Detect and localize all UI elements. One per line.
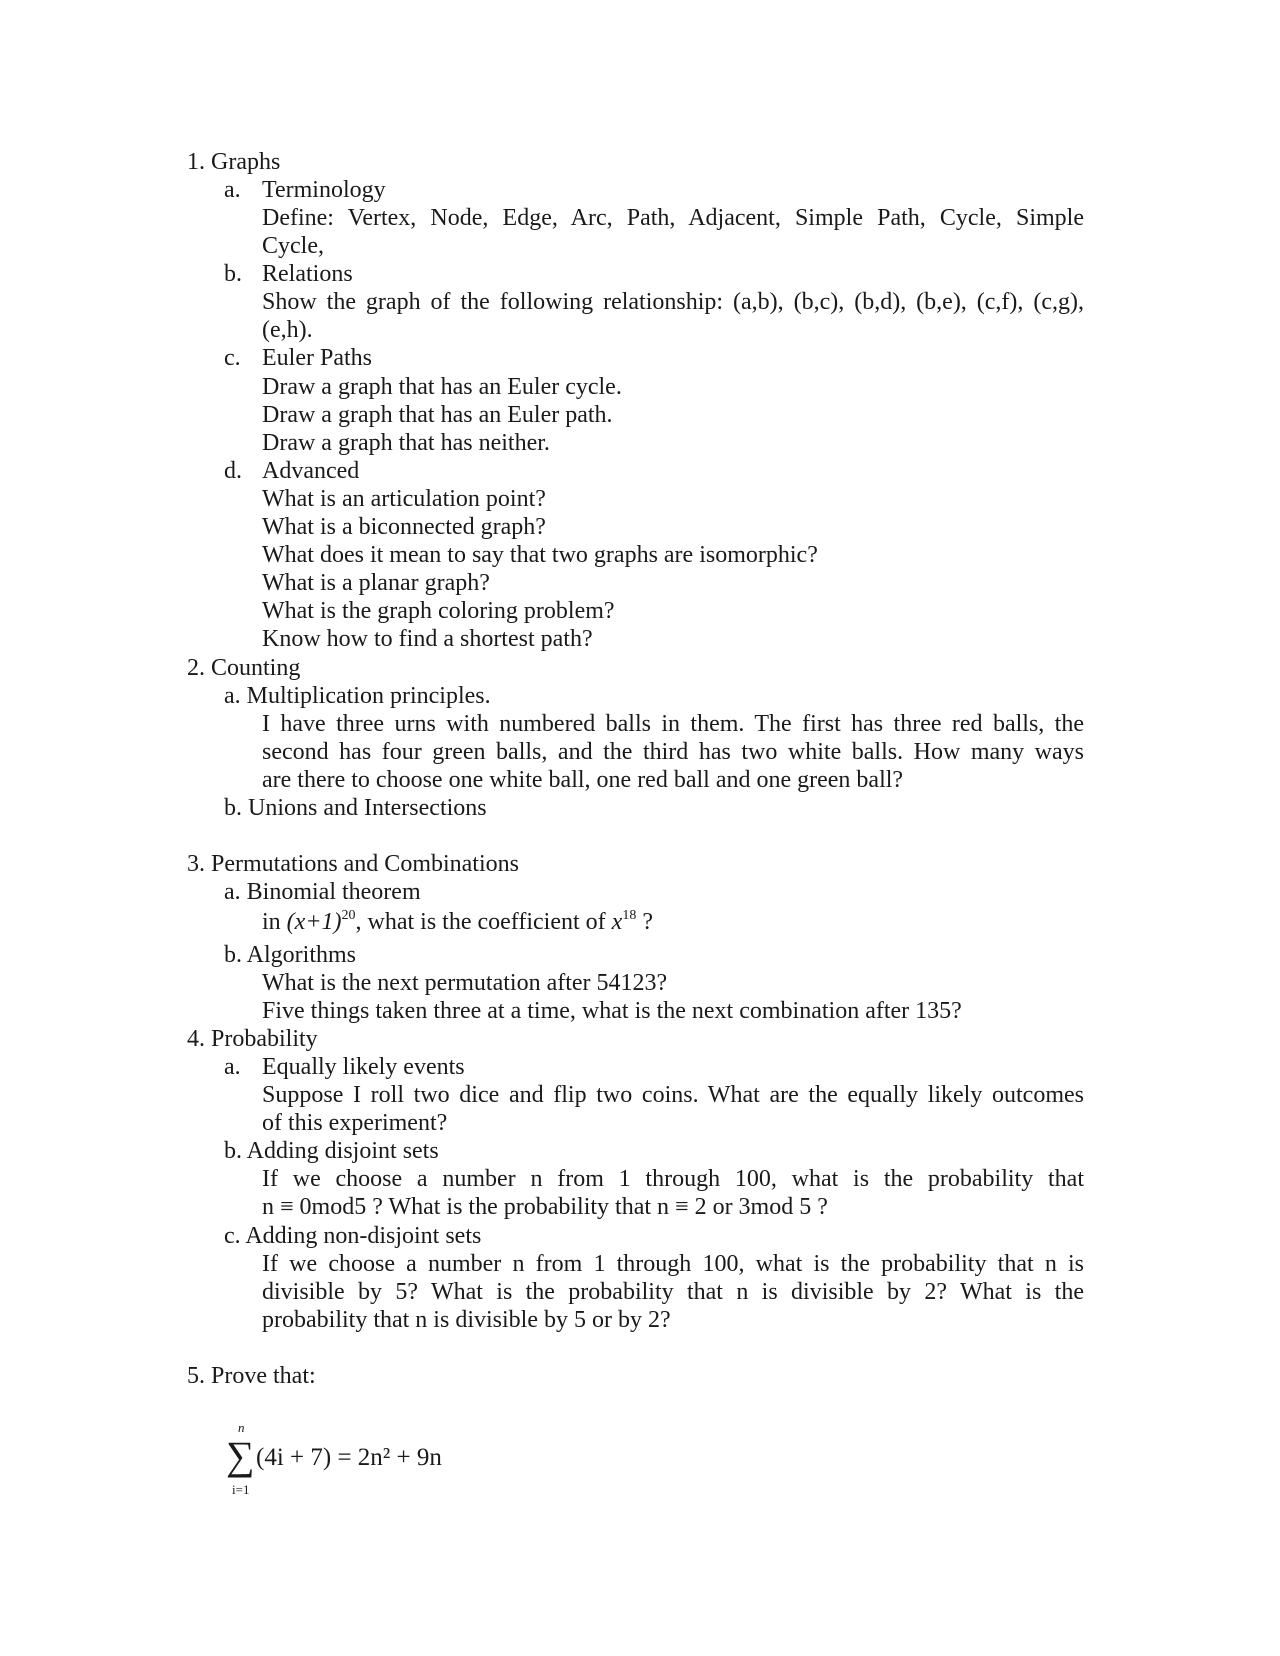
sum-lower-limit: i=1: [232, 1482, 250, 1497]
item-4b-body-line2: n ≡ 0mod5 ? What is the probability that n ≡ 2 or 3mod 5 ?: [262, 1194, 828, 1220]
item-1d-line: What is a planar graph?: [262, 570, 490, 596]
item-4b-body-line1: If we choose a number n from 1 through 100, what is the probability that: [262, 1166, 1084, 1192]
item-1c-line: Draw a graph that has neither.: [262, 430, 550, 456]
term-exponent: 18: [622, 908, 637, 923]
item-1d-line: What is the graph coloring problem?: [262, 598, 615, 624]
item-2a-body-line3: are there to choose one white ball, one red ball and one green ball?: [262, 767, 904, 793]
term-variable: x: [611, 909, 623, 935]
item-4a-body-line1: Suppose I roll two dice and flip two coins. What are the equally likely outcomes: [262, 1082, 1084, 1108]
item-1c-line: Draw a graph that has an Euler path.: [262, 402, 613, 428]
item-3a-question: in $(x+1)^{20}$, what is the coefficient of $x^{18}$ ?: [262, 908, 653, 935]
item-4a-title: Equally likely events: [262, 1054, 465, 1080]
item-4c-body-line3: probability that n is divisible by 5 or by 2?: [262, 1307, 671, 1333]
item-1b-label: b.: [224, 261, 242, 287]
item-1d-line: What is an articulation point?: [262, 486, 546, 512]
item-1a-body-line2: Cycle,: [262, 233, 324, 259]
item-4c-title: c. Adding non-disjoint sets: [224, 1223, 482, 1249]
item-1c-line: Draw a graph that has an Euler cycle.: [262, 374, 622, 400]
item-3a-title: a. Binomial theorem: [224, 879, 421, 905]
item-3b-title: b. Algorithms: [224, 942, 357, 968]
item-2a-body-line1: I have three urns with numbered balls in them. The first has three red balls, the: [262, 711, 1084, 737]
item-4b-title: b. Adding disjoint sets: [224, 1138, 439, 1164]
summation-formula: [226, 1416, 456, 1506]
section-3-heading: 3. Permutations and Combinations: [187, 851, 519, 877]
item-2b-title: b. Unions and Intersections: [224, 795, 487, 821]
section-1-heading: 1. Graphs: [187, 149, 281, 175]
item-1c-label: c.: [224, 345, 241, 371]
item-4c-body-line2: divisible by 5? What is the probability that n is divisible by 2? What is the: [262, 1279, 1084, 1305]
item-1d-label: d.: [224, 458, 242, 484]
item-1d-title: Advanced: [262, 458, 360, 484]
item-1a-body-line1: Define: Vertex, Node, Edge, Arc, Path, Adjacent, Simple Path, Cycle, Simple: [262, 205, 1084, 231]
section-5-heading: 5. Prove that:: [187, 1363, 316, 1389]
section-2-heading: 2. Counting: [187, 655, 301, 681]
item-2a-title: a. Multiplication principles.: [224, 683, 491, 709]
section-4-heading: 4. Probability: [187, 1026, 318, 1052]
item-3b-line1: What is the next permutation after 54123?: [262, 970, 668, 996]
item-2a-body-line2: second has four green balls, and the third has two white balls. How many ways: [262, 739, 1084, 765]
item-1c-title: Euler Paths: [262, 345, 372, 371]
item-4a-body-line2: of this experiment?: [262, 1110, 448, 1136]
binomial-exponent: 20: [341, 908, 356, 923]
item-1b-title: Relations: [262, 261, 353, 287]
item-1d-line: What does it mean to say that two graphs are isomorphic?: [262, 542, 818, 568]
sum-expression: (4i + 7) = 2n² + 9n: [256, 1444, 442, 1471]
sum-upper-limit: n: [238, 1420, 245, 1435]
item-1d-line: What is a biconnected graph?: [262, 514, 546, 540]
item-1d-line: Know how to find a shortest path?: [262, 626, 593, 652]
item-4c-body-line1: If we choose a number n from 1 through 100, what is the probability that n is: [262, 1251, 1084, 1277]
item-1a-title: Terminology: [262, 177, 386, 203]
item-3b-line2: Five things taken three at a time, what is the next combination after 135?: [262, 998, 962, 1024]
binomial-expression: (x+1): [286, 909, 342, 935]
item-1a-label: a.: [224, 177, 241, 203]
item-4a-label: a.: [224, 1054, 241, 1080]
item-1b-body-line1: Show the graph of the following relationship: (a,b), (b,c), (b,d), (b,e), (c,f), (c,g),: [262, 289, 1084, 315]
sigma-symbol: ∑: [226, 1433, 255, 1478]
item-1b-body-line2: (e,h).: [262, 317, 313, 343]
